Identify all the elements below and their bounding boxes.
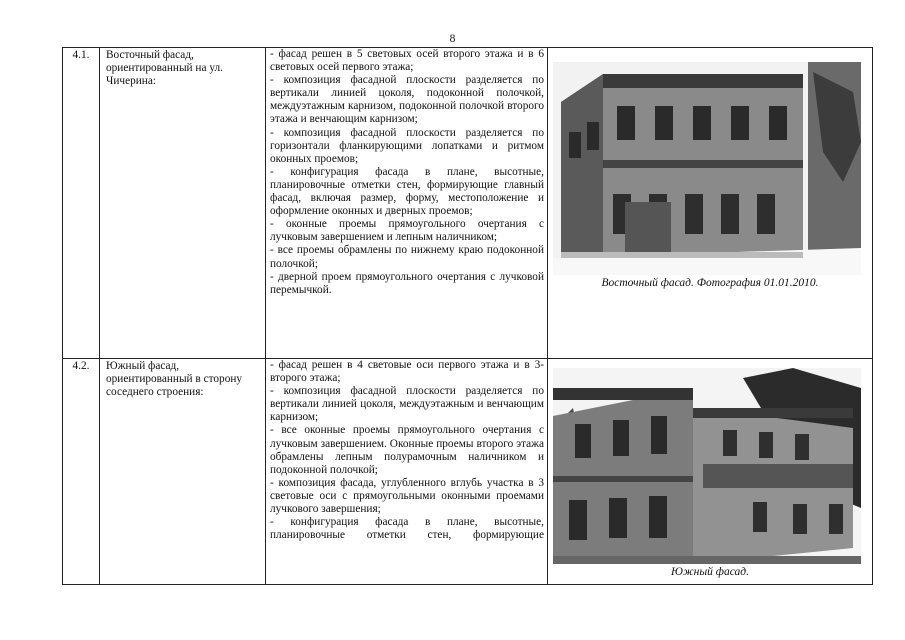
facade-description	[266, 48, 548, 359]
description-item: - фасад решен в 5 световых осей второго этажа и в 6 световых осей первого этажа;	[270, 48, 544, 74]
photo-cell	[548, 359, 873, 585]
description-item: - все проемы обрамлены по нижнему краю подоконной полочкой;	[270, 244, 544, 270]
description-item: - композиция фасада, углубленного вглубь участка в 3 световые оси с прямоугольными оконными проемами лучкового завершения;	[270, 476, 544, 516]
description-item: - композиция фасадной плоскости разделяется по горизонтали фланкирующими лопатками и ритмом оконных проемов;	[270, 126, 544, 165]
monument-facades-table	[62, 47, 873, 585]
photo-cell	[548, 48, 873, 359]
description-item: - композиция фасадной плоскости разделяется по вертикали линией цоколя, междуэтажным и венчающим карнизом;	[270, 385, 544, 424]
table-row	[63, 359, 873, 585]
description-item: - конфигурация фасада в плане, высотные, планировочные отметки стен, формирующие	[270, 516, 544, 542]
row-number: 4.1.	[63, 48, 100, 359]
row-number: 4.2.	[63, 359, 100, 585]
photo-caption: Южный фасад.	[671, 566, 749, 578]
east-facade-photo	[553, 62, 861, 275]
description-item: - фасад решен в 4 световые оси первого этажа и в 3-второго этажа;	[270, 359, 544, 385]
south-facade-photo	[553, 368, 861, 564]
facade-name: Южный фасад, ориентированный в сторону соседнего строения:	[100, 359, 266, 585]
description-item: - композиция фасадной плоскости разделяется по вертикали линией цоколя, подоконной полочкой, междуэтажным карнизом, подоконной полочкой второго этажа и венчающим карнизом;	[270, 74, 544, 126]
facade-name: Восточный фасад, ориентированный на ул. Чичерина:	[100, 48, 266, 359]
table-row	[63, 48, 873, 359]
page-number: 8	[449, 33, 456, 45]
description-item: - дверной проем прямоугольного очертания с лучковой перемычкой.	[270, 270, 544, 296]
description-item: - все оконные проемы прямоугольного очертания с лучковым завершением. Оконные проемы второго этажа обрамлены лепным полурамочным наличником и подоконной полочкой;	[270, 424, 544, 476]
photo-caption: Восточный фасад. Фотография 01.01.2010.	[601, 277, 819, 289]
description-item: - конфигурация фасада в плане, высотные, планировочные отметки стен, формирующие главный фасад, включая размер, форму, местоположение и оформление оконных и дверных проемов;	[270, 165, 544, 218]
facade-description	[266, 359, 548, 585]
description-item: - оконные проемы прямоугольного очертания с лучковым завершением и лепным наличником;	[270, 218, 544, 244]
